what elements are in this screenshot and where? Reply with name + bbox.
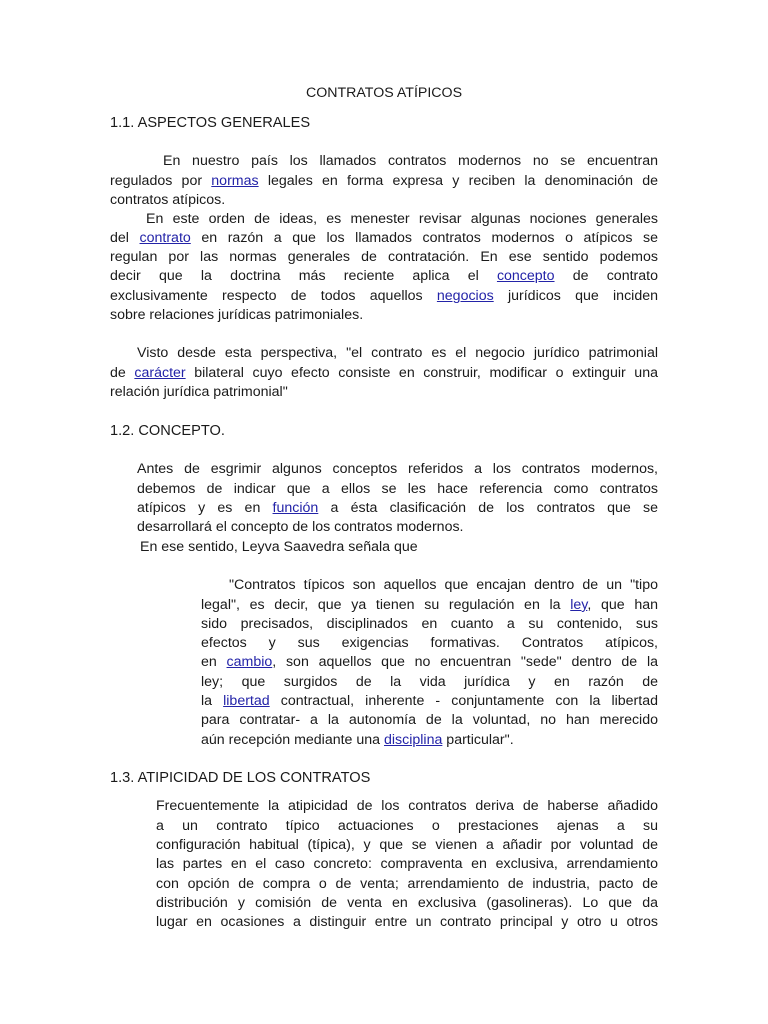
paragraph-line: a un contrato típico actuaciones o prestaciones ajenas a su [156,818,658,834]
paragraph-line: decir que la doctrina más reciente aplica el concepto de contrato [110,268,658,284]
link-cambio[interactable]: cambio [226,654,273,670]
link-contrato[interactable]: contrato [139,230,191,246]
quote-line: legal", es decir, que ya tienen su regulación en la ley, que han [201,597,658,613]
paragraph-line: exclusivamente respecto de todos aquellos negocios jurídicos que inciden [110,288,658,304]
paragraph-line: relación jurídica patrimonial" [110,384,288,400]
quote-line: aún recepción mediante una disciplina particular". [201,732,514,748]
paragraph-line: configuración habitual (típica), y que se vienen a añadir por voluntad de [156,837,658,853]
paragraph-line: lugar en ocasiones a distinguir entre un contrato principal y otro u otros [156,914,658,930]
quote-line: la libertad contractual, inherente - conjuntamente con la libertad [201,693,658,709]
quote-line: efectos y sus exigencias formativas. Contratos atípicos, [201,635,658,651]
section-heading-3: 1.3. ATIPICIDAD DE LOS CONTRATOS [110,770,371,786]
quote-line: para contratar- a la autonomía de la voluntad, no han merecido [201,712,658,728]
quote-line: en cambio, son aquellos que no encuentran "sede" dentro de la [201,654,658,670]
section-heading-1: 1.1. ASPECTOS GENERALES [110,115,311,131]
section-heading-2: 1.2. CONCEPTO. [110,423,225,439]
quote-line: "Contratos típicos son aquellos que encajan dentro de un "tipo [229,577,658,593]
paragraph-line: Antes de esgrimir algunos conceptos referidos a los contratos modernos, [137,461,658,477]
paragraph-line: En ese sentido, Leyva Saavedra señala que [140,539,418,555]
paragraph-line: Frecuentemente la atipicidad de los contratos deriva de haberse añadido [156,798,658,814]
link-caracter[interactable]: carácter [134,365,186,381]
link-disciplina[interactable]: disciplina [384,732,443,748]
paragraph-line: sobre relaciones jurídicas patrimoniales. [110,307,364,323]
quote-line: ley; que surgidos de la vida jurídica y en razón de [201,674,658,690]
paragraph-line: En nuestro país los llamados contratos modernos no se encuentran [163,153,658,169]
paragraph-line: atípicos y es en función a ésta clasificación de los contratos que se [137,500,658,516]
link-negocios[interactable]: negocios [436,288,494,304]
paragraph-line: debemos de indicar que a ellos se les hace referencia como contratos [137,481,658,497]
quote-line: sido precisados, disciplinados en cuanto a su contenido, sus [201,616,658,632]
paragraph-line: Visto desde esta perspectiva, "el contrato es el negocio jurídico patrimonial [137,345,658,361]
paragraph-line: desarrollará el concepto de los contratos modernos. [137,519,464,535]
paragraph-line: del contrato en razón a que los llamados contratos modernos o atípicos se [110,230,659,246]
link-normas[interactable]: normas [211,173,259,189]
link-concepto[interactable]: concepto [496,268,555,284]
paragraph-line: regulan por las normas generales de contratación. En ese sentido podemos [110,249,658,265]
paragraph-line: con opción de compra o de venta; arrendamiento de industria, pacto de [156,876,658,892]
paragraph-line: de carácter bilateral cuyo efecto consiste en construir, modificar o extinguir una [110,365,658,381]
link-funcion[interactable]: función [272,500,319,516]
link-libertad[interactable]: libertad [223,693,270,709]
document-title: CONTRATOS ATÍPICOS [305,85,463,101]
paragraph-line: regulados por normas legales en forma expresa y reciben la denominación de [110,173,658,189]
paragraph-line: distribución y comisión de venta en exclusiva (gasolineras). Lo que da [156,895,658,911]
paragraph-line: En este orden de ideas, es menester revisar algunas nociones generales [146,211,658,227]
paragraph-line: las partes en el caso concreto: compraventa en exclusiva, arrendamiento [156,856,658,872]
paragraph-line: contratos atípicos. [110,192,226,208]
link-ley[interactable]: ley [570,597,588,613]
